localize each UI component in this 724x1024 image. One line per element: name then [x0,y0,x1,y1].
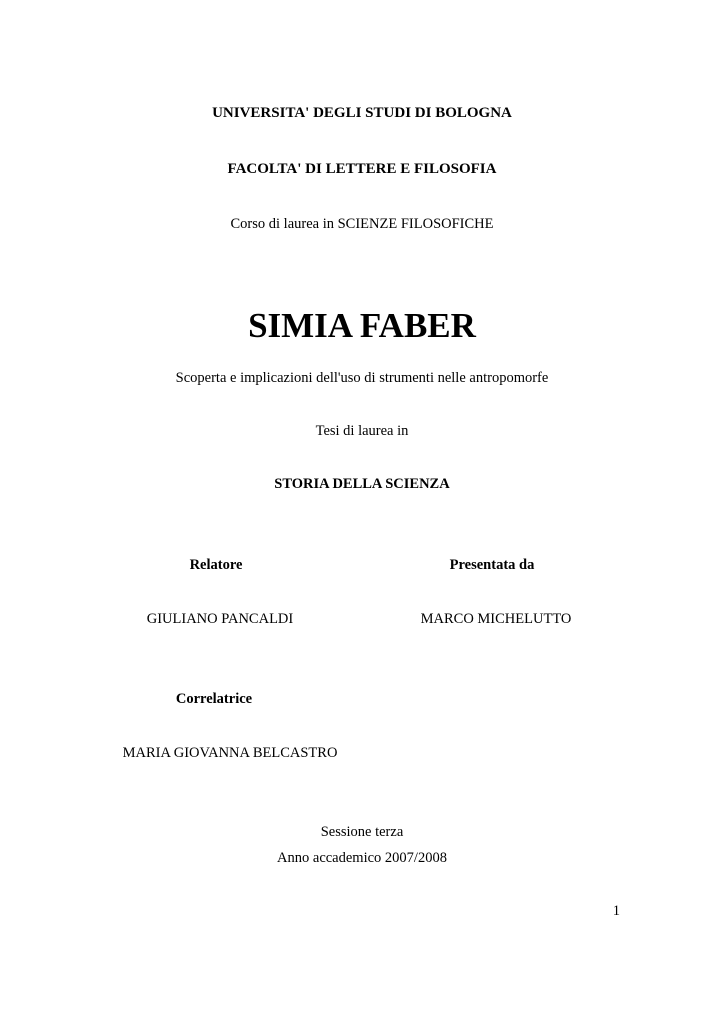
faculty-name: FACOLTA' DI LETTERE E FILOSOFIA [227,161,497,177]
supervisor-name: GIULIANO PANCALDI [146,611,294,627]
presenter-label: Presentata da [449,557,535,573]
cosupervisor-name: MARIA GIOVANNA BELCASTRO [122,745,338,761]
page-number: 1 [612,903,620,919]
thesis-title: SIMIA FABER [248,306,476,345]
session-label: Sessione terza [320,824,404,840]
academic-year: Anno accademico 2007/2008 [277,850,447,866]
presenter-name: MARCO MICHELUTTO [420,611,572,627]
university-name: UNIVERSITA' DEGLI STUDI DI BOLOGNA [212,105,512,121]
thesis-subtitle: Scoperta e implicazioni dell'uso di strumenti nelle antropomorfe [175,370,549,386]
thesis-in-label: Tesi di laurea in [315,423,409,439]
course-name: Corso di laurea in SCIENZE FILOSOFICHE [230,216,494,232]
cosupervisor-label: Correlatrice [175,691,253,707]
thesis-subject: STORIA DELLA SCIENZA [274,476,450,492]
supervisor-label: Relatore [189,557,243,573]
